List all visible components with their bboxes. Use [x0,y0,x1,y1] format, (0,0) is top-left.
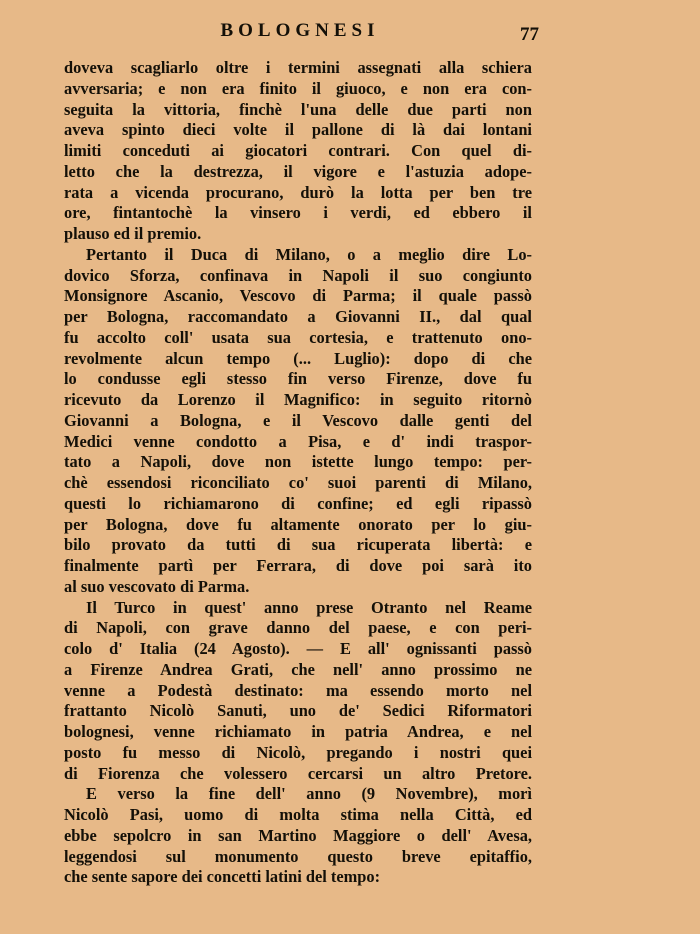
text-line: che sente sapore dei concetti latini del tempo: [64,867,381,887]
text-line: colo d' Italia (24 Agosto). — E all' ognissanti passò [64,639,532,658]
text-line: rata a vicenda procurano, durò la lotta per ben tre [64,182,532,202]
text-line: ebbe sepolcro in san Martino Maggiore o dell' Avesa, [64,825,532,845]
text-line: frattanto Nicolò Sanuti, uno de' Sedici Riformatori [64,701,532,721]
text-line: plauso ed il premio. [64,224,202,243]
text-line: Nicolò Pasi, uomo di molta stima nella Città, ed [64,805,532,824]
text-line: di Napoli, con grave danno del paese, e con peri- [64,618,532,638]
text-line: seguita la vittoria, finchè l'una delle due parti non [64,99,532,119]
text-line: letto che la destrezza, il vigore e l'astuzia adope- [64,161,532,181]
text-line: ricevuto da Lorenzo il Magnifico: in seguito ritornò [64,390,532,409]
text-line: doveva scagliarlo oltre i termini assegnati alla schiera [64,58,532,77]
text-line: chè essendosi riconciliato co' suoi parenti di Milano, [64,473,532,492]
text-line: limiti conceduti ai giocatori contrari. Con quel di- [64,141,532,160]
text-line: finalmente partì per Ferrara, di dove poi sarà ito [64,556,532,575]
text-line: fu accolto coll' usata sua cortesia, e trattenuto ono- [64,327,532,347]
text-line: di Fiorenza che volessero cercarsi un altro Pretore. [64,763,532,783]
text-line: bilo provato da tutti di sua ricuperata libertà: e [64,535,532,555]
text-line: bolognesi, venne richiamato in patria Andrea, e nel [64,722,532,741]
text-line: aveva spinto dieci volte il pallone di là dai lontani [64,120,532,140]
text-line: posto fu messo di Nicolò, pregando i nostri quei [64,742,532,762]
text-line: tato a Napoli, dove non istette lungo tempo: per- [64,452,532,472]
text-line: lo condusse egli stesso fin verso Firenze, dove fu [64,369,532,389]
text-line: Medici venne condotto a Pisa, e d' indi traspor- [64,431,532,451]
text-line: leggendosi sul monumento questo breve epitaffio, [64,846,532,866]
text-line: Monsignore Ascanio, Vescovo di Parma; il quale passò [64,286,532,306]
page-number: 77 [520,24,539,45]
text-line: dovico Sforza, confinava in Napoli il suo congiunto [64,265,532,285]
body-text [64,58,532,888]
running-header [0,18,700,48]
text-line: venne a Podestà destinato: ma essendo morto nel [64,680,532,700]
text-line: Il Turco in quest' anno prese Otranto nel Reame [86,597,532,617]
text-line: a Firenze Andrea Grati, che nell' anno prossimo ne [64,659,532,679]
text-line: per Bologna, dove fu altamente onorato per lo giu- [64,514,532,534]
running-title: BOLOGNESI [220,20,380,41]
text-line: per Bologna, raccomandato a Giovanni II., dal qual [64,307,532,326]
text-line: questi lo richiamarono di confine; ed egli ripassò [64,493,532,513]
text-line: ore, fintantochè la vinsero i verdi, ed ebbero il [64,203,532,223]
text-line: Giovanni a Bologna, e il Vescovo dalle genti del [64,410,532,430]
text-line: Pertanto il Duca di Milano, o a meglio dire Lo- [86,244,532,264]
text-line: al suo vescovato di Parma. [64,576,250,596]
text-line: revolmente alcun tempo (... Luglio): dopo di che [64,348,532,368]
text-line: avversaria; e non era finito il giuoco, e non era con- [64,78,532,98]
text-line: E verso la fine dell' anno (9 Novembre), morì [86,784,532,804]
